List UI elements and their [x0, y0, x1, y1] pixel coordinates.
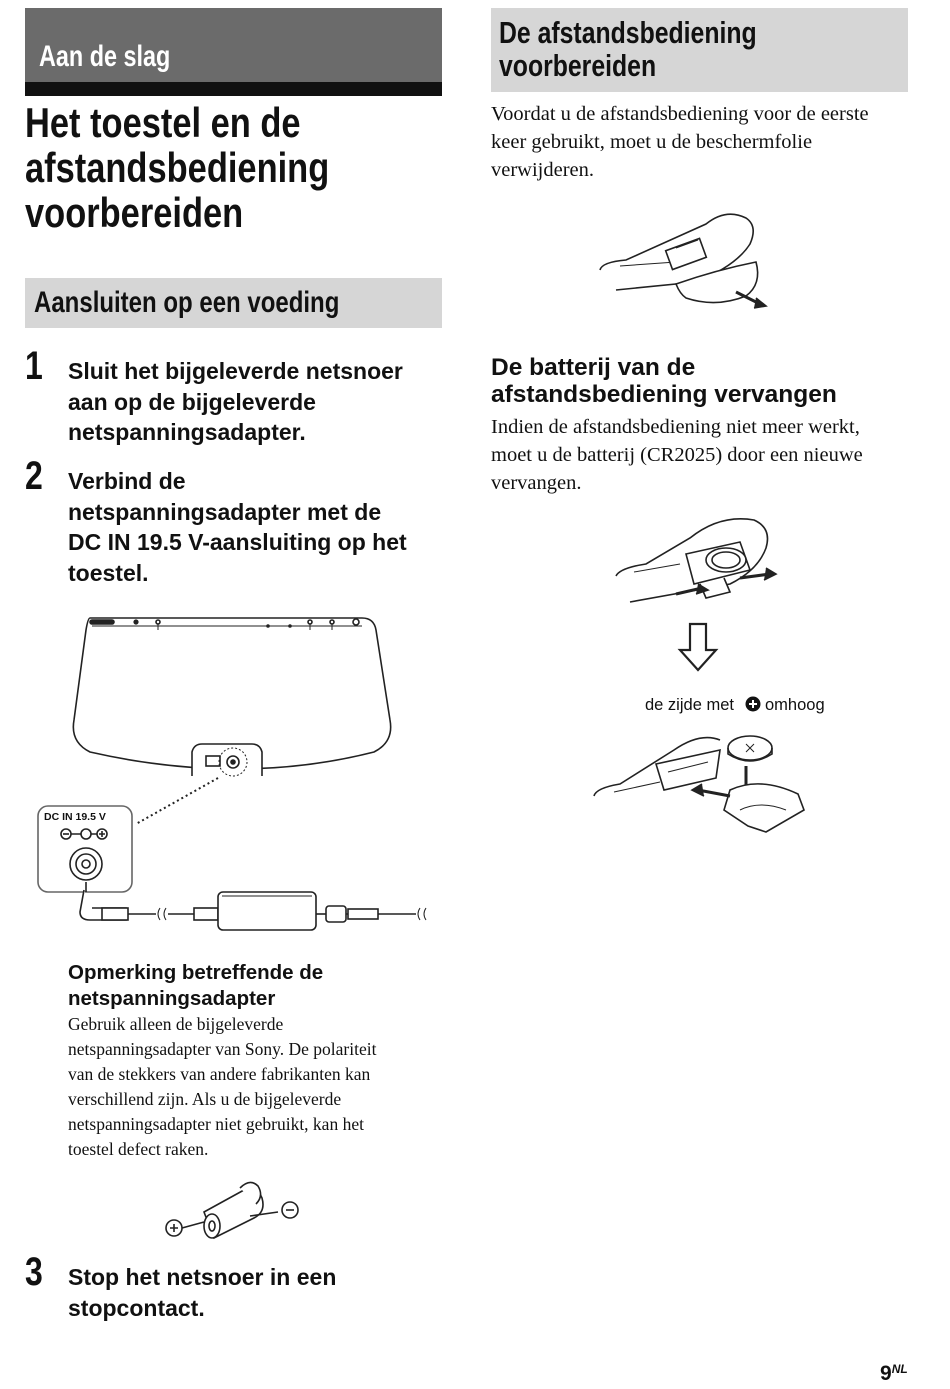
note-line: netspanningsadapter niet gebruikt, kan het [68, 1114, 364, 1134]
step-text [68, 466, 407, 588]
remote-section-title-line: De afstandsbediening [499, 15, 757, 50]
remote-intro-line: verwijderen. [491, 159, 595, 181]
page-title-line: Het toestel en de [25, 99, 301, 146]
note-line: van de stekkers van andere fabrikanten kan [68, 1064, 371, 1084]
battery-text-line: vervangen. [491, 472, 582, 494]
page-title [25, 100, 329, 235]
note-line: verschillend zijn. Als u de bijgeleverde [68, 1089, 342, 1109]
remote-film-figure [596, 204, 776, 314]
section-tab-underline [25, 82, 442, 96]
note-line: netspanningsadapter van Sony. De polariteit [68, 1039, 377, 1059]
page-title-line: voorbereiden [25, 189, 244, 236]
step-number: 1 [25, 344, 43, 388]
section-tab [25, 8, 442, 96]
note-line: Gebruik alleen de bijgeleverde [68, 1014, 284, 1034]
page-title-line: afstandsbediening [25, 144, 330, 191]
step-line: toestel. [68, 559, 149, 586]
battery-text-line: moet u de batterij (CR2025) door een nieuwe [491, 444, 863, 466]
polarity-plug-figure [160, 1176, 310, 1246]
step-line: netspanningsadapter. [68, 419, 306, 445]
section-tab-label: Aan de slag [39, 40, 171, 73]
battery-title-line: afstandsbediening vervangen [491, 381, 837, 408]
step-text [68, 1262, 336, 1323]
remote-intro [491, 100, 869, 184]
step-line: Verbind de [68, 468, 186, 494]
step-number: 2 [25, 454, 43, 498]
remote-intro-line: Voordat u de afstandsbediening voor de eerste [491, 103, 869, 125]
battery-title-line: De batterij van de [491, 354, 696, 381]
remote-section-title-line: voorbereiden [499, 48, 657, 83]
battery-title [491, 354, 837, 408]
note-title [68, 960, 323, 1012]
dc-in-label: DC IN 19.5 V [44, 811, 106, 823]
step-line: stopcontact. [68, 1294, 205, 1321]
remote-section-title [499, 16, 757, 82]
note-body [68, 1012, 376, 1162]
battery-caption-pre: de zijde met [645, 696, 734, 714]
battery-text-line: Indien de afstandsbediening niet meer werkt, [491, 416, 860, 438]
page-language-suffix: NL [891, 1362, 908, 1376]
step-line: aan op de bijgeleverde [68, 388, 316, 415]
remote-intro-line: keer gebruikt, moet u de beschermfolie [491, 131, 813, 153]
page-number-value: 9 [880, 1362, 892, 1385]
remote-section-header [491, 8, 908, 92]
note-line: toestel defect raken. [68, 1139, 209, 1159]
note-title-line: netspanningsadapter [68, 987, 276, 1010]
step-text [68, 356, 403, 448]
battery-text [491, 413, 863, 497]
battery-caption-post: omhoog [765, 696, 825, 714]
step-line: DC IN 19.5 V-aansluiting op het [68, 529, 407, 555]
speaker-adapter-figure [30, 610, 440, 940]
page-number [880, 1362, 908, 1386]
power-section-header [25, 278, 442, 328]
step-line: Sluit het bijgeleverde netsnoer [68, 358, 403, 384]
battery-replacement-figure [590, 514, 840, 844]
power-section-title: Aansluiten op een voeding [34, 286, 340, 319]
step-number: 3 [25, 1250, 43, 1294]
step-line: netspanningsadapter met de [68, 498, 382, 525]
note-title-line: Opmerking betreffende de [68, 961, 324, 984]
step-line: Stop het netsnoer in een [68, 1264, 337, 1290]
